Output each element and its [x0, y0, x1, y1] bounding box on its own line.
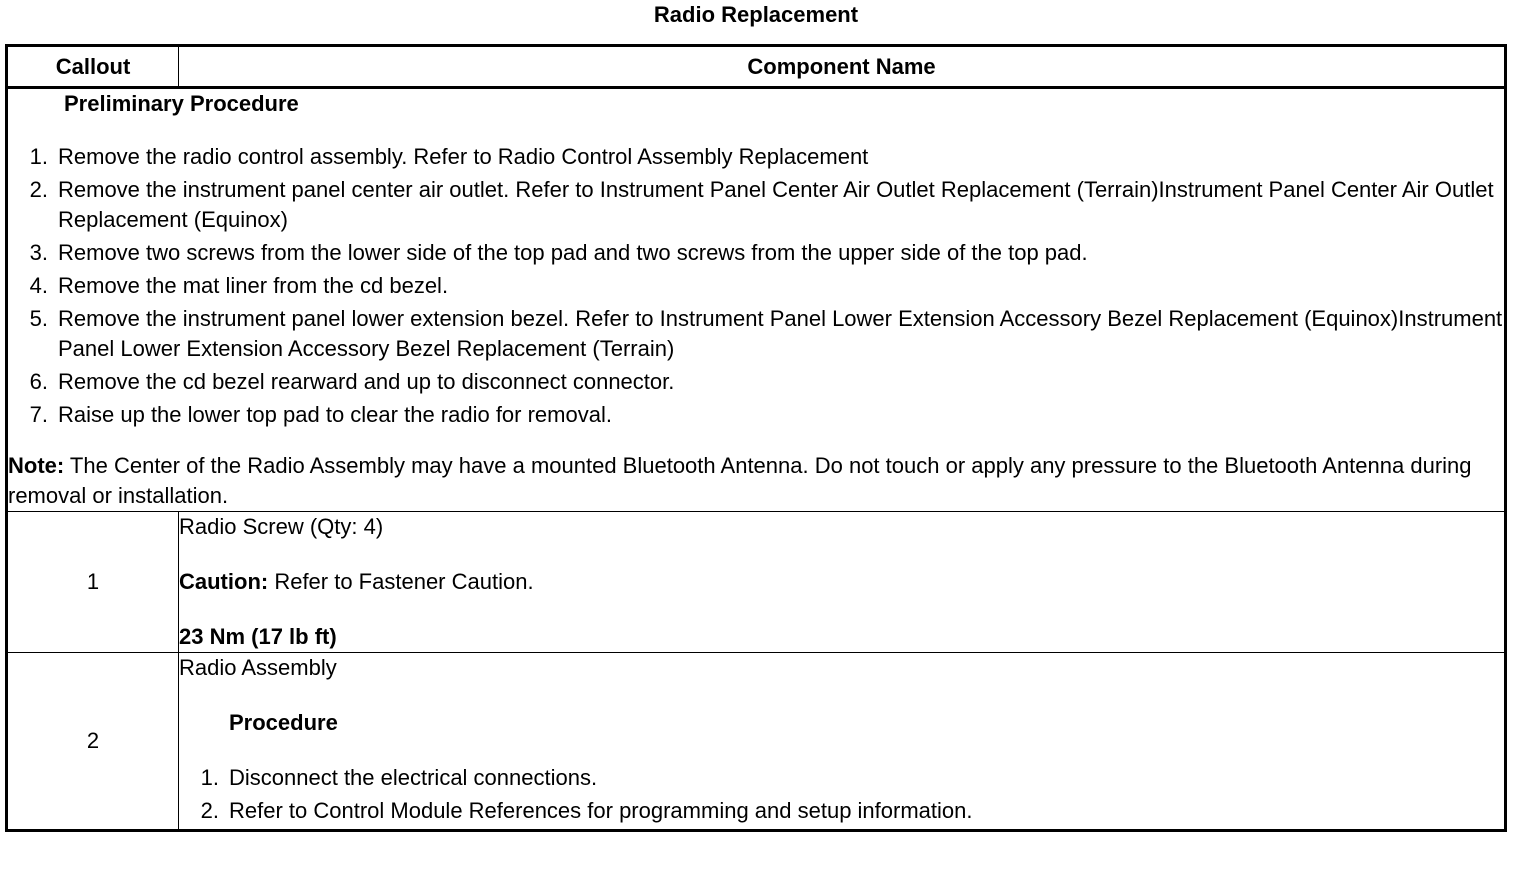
list-item: 7. Raise up the lower top pad to clear the radio for removal. — [29, 402, 612, 427]
column-header-callout: Callout — [7, 46, 179, 88]
list-item: 6. Remove the cd bezel rearward and up to disconnect connector. — [29, 369, 675, 394]
list-item: 2. Refer to Control Module References for programming and setup information. — [200, 798, 973, 823]
procedure-table — [5, 44, 1507, 832]
preliminary-steps-list — [8, 142, 1504, 430]
preliminary-cell — [7, 88, 1506, 512]
table-header-row — [7, 46, 1506, 88]
list-item: 4. Remove the mat liner from the cd bezel. — [29, 273, 449, 298]
callout-cell: 1 — [7, 512, 179, 653]
preliminary-heading: Preliminary Procedure — [64, 91, 299, 116]
list-item: 1. Remove the radio control assembly. Refer to Radio Control Assembly Replacement — [29, 144, 869, 169]
note-label: Note: — [8, 453, 65, 478]
page-title: Radio Replacement — [653, 2, 859, 27]
list-item: 2. Remove the instrument panel center air outlet. Refer to Instrument Panel Center Air Outlet Replacement (Terrain)Instrument Panel Center Air Outlet Replacement (Equinox) — [29, 177, 1494, 232]
component-cell — [179, 653, 1506, 831]
caution-label: Caution: — [179, 569, 269, 594]
component-name: Radio Screw (Qty: 4) — [179, 514, 384, 539]
note-paragraph — [8, 451, 1504, 511]
list-item: 1. Disconnect the electrical connections. — [200, 765, 598, 790]
column-header-component-name: Component Name — [179, 46, 1506, 88]
list-item: 5. Remove the instrument panel lower extension bezel. Refer to Instrument Panel Lower Extension Accessory Bezel Replacement (Equinox)Instrument Panel Lower Extension Accessory Bezel Replacement (Terrain) — [29, 306, 1503, 361]
caution-text: Refer to Fastener Caution. — [268, 569, 534, 594]
table-row — [7, 512, 1506, 653]
list-item: 3. Remove two screws from the lower side of the top pad and two screws from the upper side of the top pad. — [29, 240, 1088, 265]
component-name: Radio Assembly — [179, 655, 337, 680]
preliminary-row — [7, 88, 1506, 512]
component-cell — [179, 512, 1506, 653]
procedure-heading: Procedure — [229, 710, 338, 735]
note-text: The Center of the Radio Assembly may have a mounted Bluetooth Antenna. Do not touch or apply any pressure to the Bluetooth Antenna during removal or installation. — [8, 453, 1472, 508]
torque-spec: 23 Nm (17 lb ft) — [179, 624, 337, 649]
procedure-steps-list — [179, 763, 1504, 826]
callout-cell: 2 — [7, 653, 179, 831]
table-row — [7, 653, 1506, 831]
caution-paragraph — [179, 567, 1504, 597]
